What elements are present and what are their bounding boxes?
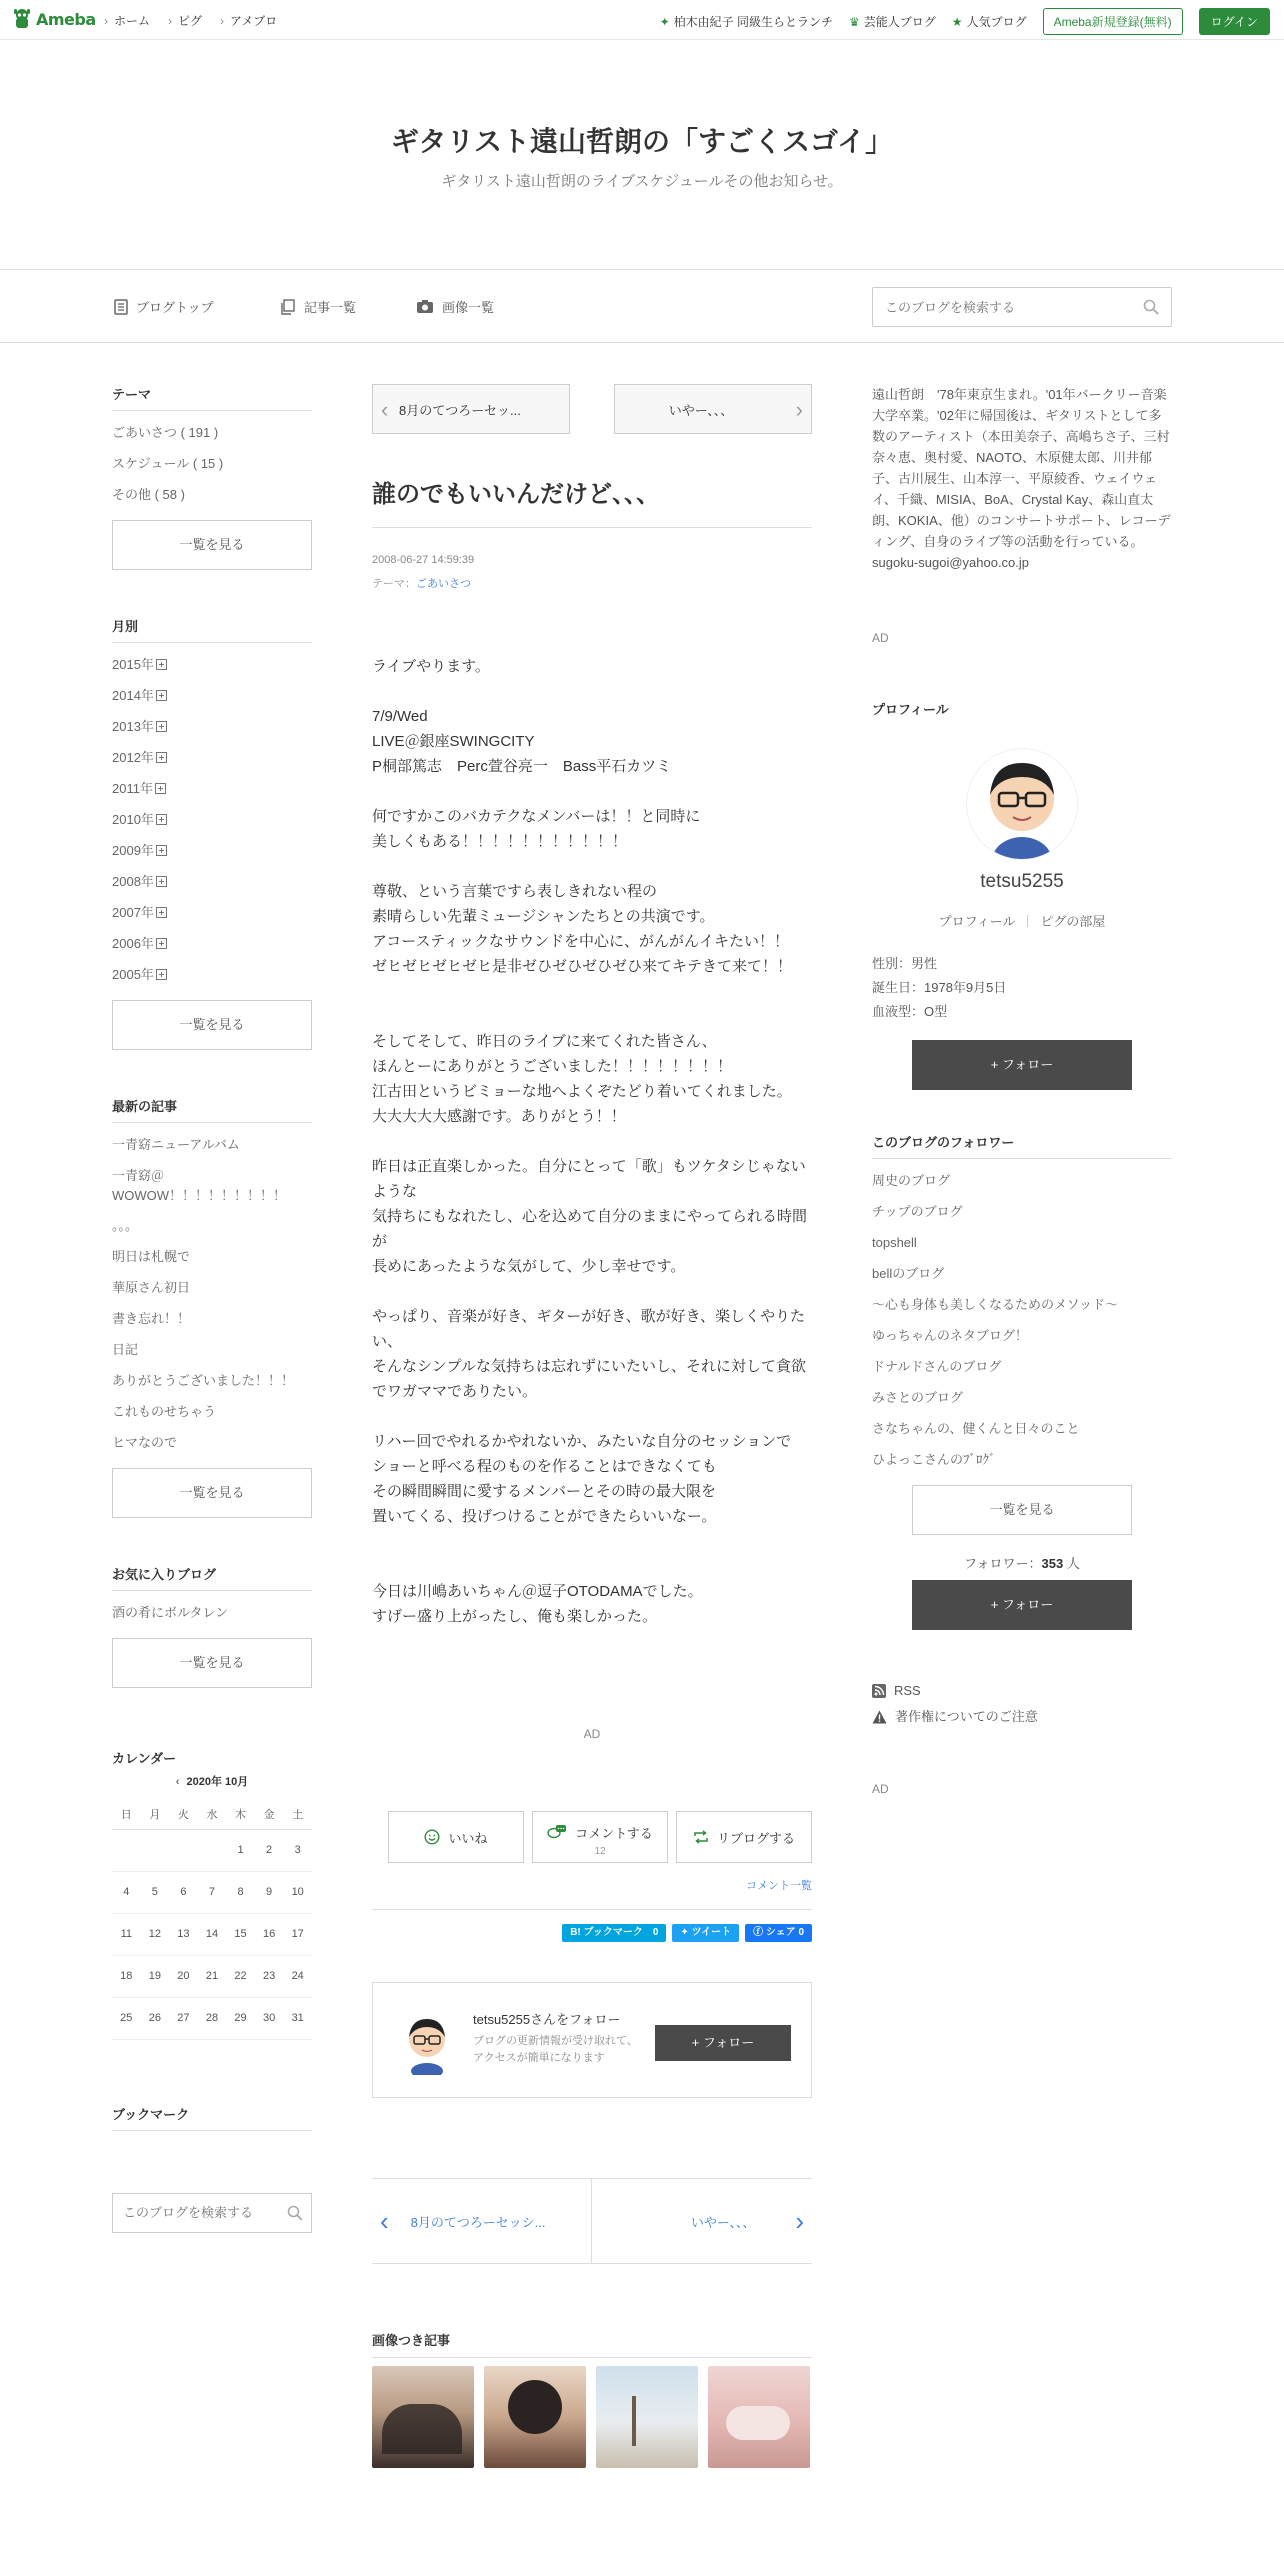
calendar-day[interactable]: 18	[112, 1955, 141, 1997]
facebook-share-label: シェア 0	[765, 1927, 804, 1938]
comment-icon	[547, 1825, 567, 1839]
calendar-day[interactable]: 27	[169, 1997, 198, 2039]
calendar-title: カレンダー	[112, 1751, 177, 1766]
entry-body-line: リハー回でやれるかやれないか、みたいな自分のセッションで	[372, 1433, 792, 1450]
entry-body-line	[372, 1279, 812, 1304]
image-articles-grid	[372, 2366, 812, 2468]
entry-body-line: 大大大大大感謝です。ありがとう！！	[372, 1108, 626, 1125]
entry-body-line	[372, 1529, 812, 1554]
follower-item[interactable]: 周史のブログ	[872, 1173, 951, 1188]
calendar-day[interactable]: 20	[169, 1955, 198, 1997]
calendar-day[interactable]: 12	[141, 1913, 170, 1955]
follower-item[interactable]: topshell	[872, 1235, 917, 1250]
recent-item[interactable]: ヒマなので	[112, 1435, 178, 1450]
bottom-pager	[372, 2178, 812, 2264]
year-item[interactable]	[112, 928, 312, 959]
calendar-day[interactable]: 14	[198, 1913, 227, 1955]
calendar-day[interactable]: 4	[112, 1871, 141, 1913]
rss-icon	[872, 1684, 886, 1698]
top-pager	[372, 384, 812, 434]
comment-count: 12	[594, 1846, 606, 1857]
profile-gender: 性別：男性	[872, 956, 938, 971]
trending-news-label: 柏木由紀子 同級生らとランチ	[673, 15, 834, 29]
favorite-section-title: お気に入りブログ	[112, 1564, 312, 1591]
calendar-day[interactable]: 8	[226, 1871, 255, 1913]
year-item[interactable]	[112, 773, 312, 804]
document-icon	[114, 299, 128, 315]
follower-item[interactable]: チップのブログ	[872, 1204, 963, 1219]
calendar-day[interactable]: 1	[226, 1829, 255, 1871]
profile-links	[872, 911, 1172, 930]
calendar-day[interactable]: 24	[283, 1955, 312, 1997]
entry-body-line: 江古田というビミョーな地へよくぞたどり着いてくれました。	[372, 1083, 792, 1100]
entry-body-line: 気持ちにもなれたし、心を込めて自分のままにやってられる時間が	[372, 1208, 808, 1250]
theme-section-title: テーマ	[112, 384, 312, 411]
profile-avatar[interactable]	[967, 749, 1077, 859]
copy-icon	[280, 299, 296, 315]
reblog-label: リブログする	[716, 1830, 795, 1846]
weekday-header: 土	[283, 1799, 312, 1829]
calendar-week	[112, 1871, 312, 1913]
follower-count-value: 353	[1041, 1556, 1064, 1571]
calendar-month-label: 2020年 10月	[186, 1776, 249, 1788]
recent-item[interactable]: 一青窈ニューアルバム	[112, 1137, 240, 1152]
recent-item[interactable]: 華原さん初日	[112, 1280, 191, 1295]
follower-item[interactable]: ドナルドさんのブログ	[872, 1359, 1002, 1374]
pigg-room-link[interactable]: ピグの部屋	[1040, 914, 1106, 929]
expand-plus-icon[interactable]	[156, 721, 167, 732]
bottom-next-title: いやー、、、	[690, 2214, 756, 2230]
weekday-header: 火	[169, 1799, 198, 1829]
expand-plus-icon[interactable]	[156, 938, 167, 949]
entry-actions	[372, 1811, 812, 1863]
search-icon[interactable]	[287, 2205, 303, 2221]
monthly-section-title: 月別	[112, 616, 312, 643]
bookmark-section-title: ブックマーク	[112, 2104, 312, 2131]
followers-list	[872, 1165, 1172, 1475]
profile-name[interactable]: tetsu5255	[980, 871, 1064, 892]
follower-item[interactable]: ひよっこさんのﾌﾞﾛｸﾞ	[872, 1452, 996, 1467]
entry-body-line: ゼヒゼヒゼヒゼヒ是非ゼひゼひゼひゼひ来てキテきて来て！！	[372, 958, 793, 975]
global-nav	[104, 12, 277, 29]
entry-body-line: 何ですかこのバカテクなメンバーは！！と同時に	[372, 808, 701, 825]
weekday-header: 日	[112, 1799, 141, 1829]
profile-info	[872, 952, 1172, 1024]
image-list-label: 画像一覧	[442, 300, 495, 315]
year-item[interactable]	[112, 959, 312, 990]
prev-article-button[interactable]	[372, 384, 570, 434]
year-label: 2009年	[112, 843, 154, 858]
expand-plus-icon[interactable]	[156, 814, 167, 825]
popular-blog-link[interactable]	[952, 13, 1027, 30]
calendar-day[interactable]: 17	[283, 1913, 312, 1955]
calendar-day[interactable]: 16	[255, 1913, 284, 1955]
article-list-link[interactable]	[280, 297, 356, 316]
weekday-header: 水	[198, 1799, 227, 1829]
calendar-day[interactable]: 3	[283, 1829, 312, 1871]
year-item[interactable]	[112, 680, 312, 711]
followers-more-button[interactable]: 一覧を見る	[912, 1485, 1132, 1535]
entry-body-line: やっぱり、音楽が好き、ギターが好き、歌が好き、楽しくやりたい、	[372, 1308, 806, 1350]
entry-meta	[372, 548, 812, 596]
twitter-bird-icon: ✦	[680, 1927, 692, 1938]
entry-body-line	[372, 854, 812, 879]
copyright-notice-label: 著作権についてのご注意	[895, 1709, 1038, 1724]
crown-icon: ♛	[849, 14, 860, 29]
calendar-day[interactable]: 22	[226, 1955, 255, 1997]
favorite-list	[112, 1597, 312, 1628]
camera-icon	[416, 299, 434, 314]
author-avatar[interactable]	[399, 2013, 455, 2075]
year-label: 2007年	[112, 905, 154, 920]
facebook-share-button[interactable]	[745, 1924, 812, 1942]
nav-ameblo[interactable]: › アメブロ	[220, 12, 277, 29]
entry-body-line	[372, 679, 812, 704]
right-sidebar	[872, 384, 1172, 1796]
calendar-body	[112, 1829, 312, 2039]
register-button[interactable]: Ameba新規登録(無料)	[1043, 8, 1183, 35]
recent-item[interactable]: 日記	[112, 1342, 139, 1357]
celebrity-blog-label: 芸能人ブログ	[863, 15, 936, 29]
entry-theme-label: テーマ：	[372, 578, 416, 590]
entry-body-line: すげー盛り上がったし、俺も楽しかった。	[372, 1608, 658, 1625]
year-label: 2008年	[112, 874, 154, 889]
calendar-day[interactable]: 21	[198, 1955, 227, 1997]
year-item[interactable]	[112, 835, 312, 866]
year-item[interactable]	[112, 742, 312, 773]
main-content	[372, 384, 812, 2468]
image-article-thumbnail[interactable]	[484, 2366, 586, 2468]
follower-item[interactable]: 〜心も身体も美しくなるためのメソッド〜	[872, 1297, 1118, 1312]
blog-header	[0, 40, 1284, 270]
chevron-left-icon: ‹	[381, 397, 389, 422]
entry-body-line: ほんとーにありがとうございました！！！！！！！！	[372, 1058, 733, 1075]
blog-nav	[0, 271, 1284, 343]
follower-item[interactable]: ゆっちゃんのネタブログ！	[872, 1328, 1028, 1343]
blog-description: ギタリスト遠山哲朗のライブスケジュールその他お知らせ。	[441, 173, 843, 190]
entry-body	[372, 654, 812, 1629]
calendar-day[interactable]: 28	[198, 1997, 227, 2039]
monthly-list	[112, 649, 312, 990]
image-list-link[interactable]	[416, 297, 494, 316]
nav-pigg[interactable]: › ピグ	[168, 12, 202, 29]
trending-news-link[interactable]	[660, 13, 833, 30]
warning-icon	[872, 1710, 887, 1724]
follower-item[interactable]: みさとのブログ	[872, 1390, 964, 1405]
calendar-day[interactable]: 31	[283, 1997, 312, 2039]
entry-body-line	[372, 1129, 812, 1154]
chevron-right-icon: ›	[795, 397, 803, 422]
entry-body-line: その瞬間瞬間に愛するメンバーとその時の最大限を	[372, 1483, 716, 1500]
year-label: 2015年	[112, 657, 154, 672]
year-label: 2013年	[112, 719, 154, 734]
year-item[interactable]	[112, 804, 312, 835]
recent-section-title: 最新の記事	[112, 1096, 312, 1123]
smile-icon	[424, 1829, 440, 1845]
theme-item[interactable]: スケジュール ( 15 )	[112, 456, 224, 471]
recent-item[interactable]: これものせちゃう	[112, 1404, 217, 1419]
author-bio	[872, 384, 1172, 573]
year-label: 2014年	[112, 688, 154, 703]
entry-theme	[372, 572, 812, 596]
expand-plus-icon[interactable]	[155, 783, 166, 794]
entry-body-line: 素晴らしい先輩ミュージシャンたちとの共演です。	[372, 908, 715, 925]
recent-item[interactable]: 明日は札幌で	[112, 1249, 191, 1264]
entry-title[interactable]: 誰のでもいいんだけど、、、	[372, 474, 812, 528]
popular-blog-label: 人気ブログ	[966, 15, 1027, 29]
thumbnail-people-shape	[382, 2404, 462, 2454]
thumbnail-shoe-shape	[726, 2406, 790, 2440]
author-bio-text: 遠山哲朗 '78年東京生まれ。'01年バークリー音楽大学卒業。'02年に帰国後は、ギタリストとして多数のアーティスト（本田美奈子、高嶋ちさ子、三村奈々恵、奥村愛、NAOTO、木原健太郎、川井郁子、古川展生、山本淳一、平原綾香、ウェイウェイ、千織、MISIA、BoA、Crystal Kay、森山直太朗、KOKIA、他）のコンサートサポート、レコーディング、自身のライブ等の活動を行っている。	[872, 387, 1171, 549]
chevron-left-icon[interactable]: ‹	[175, 1776, 180, 1788]
facebook-icon: ⓕ	[753, 1927, 766, 1938]
follow-card-description: ブログの更新情報が受け取れて、アクセスが簡単になります	[473, 2035, 638, 2064]
calendar-day[interactable]: 29	[226, 1997, 255, 2039]
follower-item[interactable]: bellのブログ	[872, 1266, 945, 1281]
calendar-day[interactable]: 23	[255, 1955, 284, 1997]
calendar-week	[112, 1829, 312, 1871]
theme-item[interactable]: ごあいさつ ( 191 )	[112, 425, 219, 440]
recent-item[interactable]: 。。。	[112, 1218, 139, 1233]
calendar-week	[112, 1955, 312, 1997]
recent-item[interactable]: 一青窈＠WOWOW！！！！！！！！！	[112, 1168, 287, 1203]
recent-item[interactable]: ありがとうございました！！！	[112, 1373, 295, 1388]
follower-item[interactable]: さなちゃんの、健くんと日々のこと	[872, 1421, 1080, 1436]
tweet-button[interactable]	[672, 1924, 739, 1942]
right-ad-label: AD	[872, 631, 889, 645]
global-header	[0, 0, 1284, 40]
left-search-box	[112, 2193, 312, 2233]
entry-body-line: ライブやります。	[372, 658, 490, 675]
theme-more-button[interactable]: 一覧を見る	[112, 520, 312, 570]
nav-home[interactable]: › ホーム	[104, 12, 150, 29]
share-buttons	[372, 1909, 812, 1942]
follower-count-label: フォロワー：	[964, 1556, 1042, 1571]
calendar	[112, 1748, 312, 2040]
expand-plus-icon[interactable]	[156, 690, 167, 701]
copyright-notice-link[interactable]	[872, 1704, 1172, 1730]
year-item[interactable]	[112, 711, 312, 742]
entry-body-line: P桐部篤志 Perc萱谷亮一 Bass平石カツミ	[372, 758, 672, 775]
tweet-label: ツイート	[691, 1927, 732, 1938]
prev-article-title: 8月のてつろーセッ...	[399, 402, 521, 418]
year-label: 2005年	[112, 967, 154, 982]
bottom-prev-button[interactable]	[372, 2179, 592, 2263]
followers-section-title: このブログのフォロワー	[872, 1132, 1172, 1159]
blog-top-label: ブログトップ	[136, 300, 214, 315]
bottom-prev-title: 8月のてつろーセッシ...	[410, 2214, 546, 2230]
image-article-thumbnail[interactable]	[708, 2366, 810, 2468]
weekday-header: 金	[255, 1799, 284, 1829]
blog-search-box	[872, 287, 1172, 327]
calendar-day	[169, 1829, 198, 1871]
entry-body-line: LIVE＠銀座SWINGCITY	[372, 733, 535, 750]
profile-follow-button[interactable]: + フォロー	[912, 1040, 1132, 1090]
calendar-day[interactable]: 5	[141, 1871, 170, 1913]
like-label: いいね	[448, 1830, 488, 1846]
year-item[interactable]	[112, 897, 312, 928]
year-item[interactable]	[112, 649, 312, 680]
calendar-day[interactable]: 11	[112, 1913, 141, 1955]
calendar-day[interactable]: 19	[141, 1955, 170, 1997]
favorite-more-button[interactable]: 一覧を見る	[112, 1638, 312, 1688]
thumbnail-person-shape	[508, 2380, 562, 2434]
profile-blood: 血液型：O型	[872, 1004, 948, 1019]
recent-list	[112, 1129, 312, 1458]
profile-section-title: プロフィール	[872, 702, 949, 717]
comment-list-link[interactable]: コメント一覧	[746, 1880, 812, 1892]
feed-links	[872, 1678, 1172, 1730]
chevron-right-icon: ›	[795, 2205, 804, 2236]
calendar-day[interactable]: 9	[255, 1871, 284, 1913]
monthly-more-button[interactable]: 一覧を見る	[112, 1000, 312, 1050]
bottom-next-button[interactable]	[592, 2179, 812, 2263]
blog-top-link[interactable]	[114, 297, 214, 316]
ameba-logo-icon	[12, 8, 32, 30]
follow-card-name: tetsu5255さんをフォロー	[473, 2012, 621, 2027]
follow-card-button[interactable]: + フォロー	[655, 2025, 791, 2061]
expand-plus-icon[interactable]	[156, 845, 167, 856]
blog-search-input[interactable]	[873, 288, 1123, 326]
calendar-week	[112, 1913, 312, 1955]
thumbnail-tree-shape	[632, 2396, 636, 2446]
favorite-item[interactable]: 酒の肴にボルタレン	[112, 1605, 229, 1620]
sparkle-icon: ✦	[659, 14, 670, 29]
search-icon[interactable]	[1143, 299, 1159, 315]
entry-body-line: 尊敬、という言葉ですら表しきれない程の	[372, 883, 658, 900]
avatar-illustration	[399, 2013, 455, 2075]
entry-body-line: 今日は川嶋あいちゃん＠逗子OTODAMAでした。	[372, 1583, 703, 1600]
login-button[interactable]: ログイン	[1199, 8, 1270, 35]
blog-title[interactable]: ギタリスト遠山哲朗の「すごくスゴイ」	[390, 126, 894, 157]
image-article-thumbnail[interactable]	[372, 2366, 474, 2468]
year-label: 2012年	[112, 750, 154, 765]
calendar-day[interactable]: 2	[255, 1829, 284, 1871]
entry-body-line	[372, 1004, 812, 1029]
calendar-table	[112, 1799, 312, 2040]
entry-body-line: アコースティックなサウンドを中心に、がんがんイキたい！！	[372, 933, 790, 950]
weekday-header: 木	[226, 1799, 255, 1829]
recent-item[interactable]: 書き忘れ！！	[112, 1311, 191, 1326]
entry-body-line	[372, 779, 812, 804]
right-ad-label-2: AD	[872, 1782, 889, 1796]
calendar-day	[198, 1829, 227, 1871]
logo-text: Ameba	[36, 9, 96, 29]
calendar-day[interactable]: 30	[255, 1997, 284, 2039]
entry-body-line: 7/9/Wed	[372, 708, 428, 725]
year-item[interactable]	[112, 866, 312, 897]
calendar-day[interactable]: 7	[198, 1871, 227, 1913]
article-list-label: 記事一覧	[304, 300, 357, 315]
expand-plus-icon[interactable]	[156, 969, 167, 980]
follower-count-unit: 人	[1066, 1556, 1080, 1571]
rss-link[interactable]	[872, 1678, 1172, 1704]
theme-list	[112, 417, 312, 510]
left-search-input[interactable]	[113, 2194, 283, 2232]
hatena-bookmark-button[interactable]: B! ブックマーク 0	[562, 1924, 666, 1942]
follower-count	[872, 1553, 1172, 1572]
ad-label: AD	[583, 1727, 601, 1741]
next-article-button[interactable]	[614, 384, 812, 434]
calendar-month	[112, 1773, 312, 1789]
expand-plus-icon[interactable]	[156, 907, 167, 918]
divider	[1027, 915, 1028, 927]
recent-more-button[interactable]: 一覧を見る	[112, 1468, 312, 1518]
entry-theme-link[interactable]: ごあいさつ	[416, 578, 471, 590]
calendar-day[interactable]: 26	[141, 1997, 170, 2039]
entry-body-line: そんなシンプルな気持ちは忘れずにいたいし、それに対して貪欲でワガママでありたい。	[372, 1358, 807, 1400]
reblog-icon	[693, 1830, 709, 1844]
profile-avatar-illustration	[967, 749, 1077, 859]
calendar-day[interactable]: 13	[169, 1913, 198, 1955]
image-articles-title: 画像つき記事	[372, 2330, 812, 2358]
entry-body-line: 昨日は正直楽しかった。自分にとって「歌」もツケタシじゃないような	[372, 1158, 806, 1200]
reblog-button[interactable]	[676, 1811, 812, 1863]
chevron-left-icon: ‹	[380, 2205, 389, 2236]
global-right-nav	[660, 8, 1270, 35]
entry-body-line: 美しくもある！！！！！！！！！！！	[372, 833, 628, 850]
calendar-day[interactable]: 6	[169, 1871, 198, 1913]
theme-item[interactable]: その他 ( 58 )	[112, 487, 185, 502]
rss-label: RSS	[894, 1683, 921, 1698]
celebrity-blog-link[interactable]	[849, 13, 936, 30]
entry-body-line	[372, 1404, 812, 1429]
comment-button[interactable]	[532, 1811, 668, 1863]
profile-birthday: 誕生日：1978年9月5日	[872, 980, 1007, 995]
entry-body-line	[372, 979, 812, 1004]
calendar-day	[141, 1829, 170, 1871]
author-email: sugoku-sugoi@yahoo.co.jp	[872, 555, 1030, 570]
entry-body-line: 置いてくる、投げつけることができたらいいなー。	[372, 1508, 717, 1525]
expand-plus-icon[interactable]	[156, 659, 167, 670]
star-icon: ★	[951, 14, 963, 29]
expand-plus-icon[interactable]	[156, 876, 167, 887]
next-article-title: いやー、、、	[668, 402, 734, 418]
ameba-logo[interactable]	[12, 8, 96, 30]
follow-card	[372, 1982, 812, 2098]
calendar-day[interactable]: 25	[112, 1997, 141, 2039]
year-label: 2010年	[112, 812, 154, 827]
entry-date: 2008-06-27 14:59:39	[372, 554, 475, 566]
like-button[interactable]	[388, 1811, 524, 1863]
followers-follow-button[interactable]: + フォロー	[912, 1580, 1132, 1630]
expand-plus-icon[interactable]	[156, 752, 167, 763]
profile-link[interactable]: プロフィール	[938, 914, 1016, 929]
calendar-day	[112, 1829, 141, 1871]
year-label: 2011年	[112, 781, 153, 796]
year-label: 2006年	[112, 936, 154, 951]
entry-body-line: 長めにあったような気がして、少し幸せです。	[372, 1258, 686, 1275]
comment-label: コメントする	[575, 1825, 653, 1841]
weekday-header: 月	[141, 1799, 170, 1829]
entry-body-line: そしてそして、昨日のライブに来てくれた皆さん、	[372, 1033, 717, 1050]
image-article-thumbnail[interactable]	[596, 2366, 698, 2468]
left-sidebar	[112, 384, 312, 2233]
entry-body-line	[372, 1554, 812, 1579]
calendar-day[interactable]: 10	[283, 1871, 312, 1913]
calendar-week	[112, 1997, 312, 2039]
calendar-day[interactable]: 15	[226, 1913, 255, 1955]
entry-body-line: ショーと呼べる程のものを作ることはできなくても	[372, 1458, 717, 1475]
